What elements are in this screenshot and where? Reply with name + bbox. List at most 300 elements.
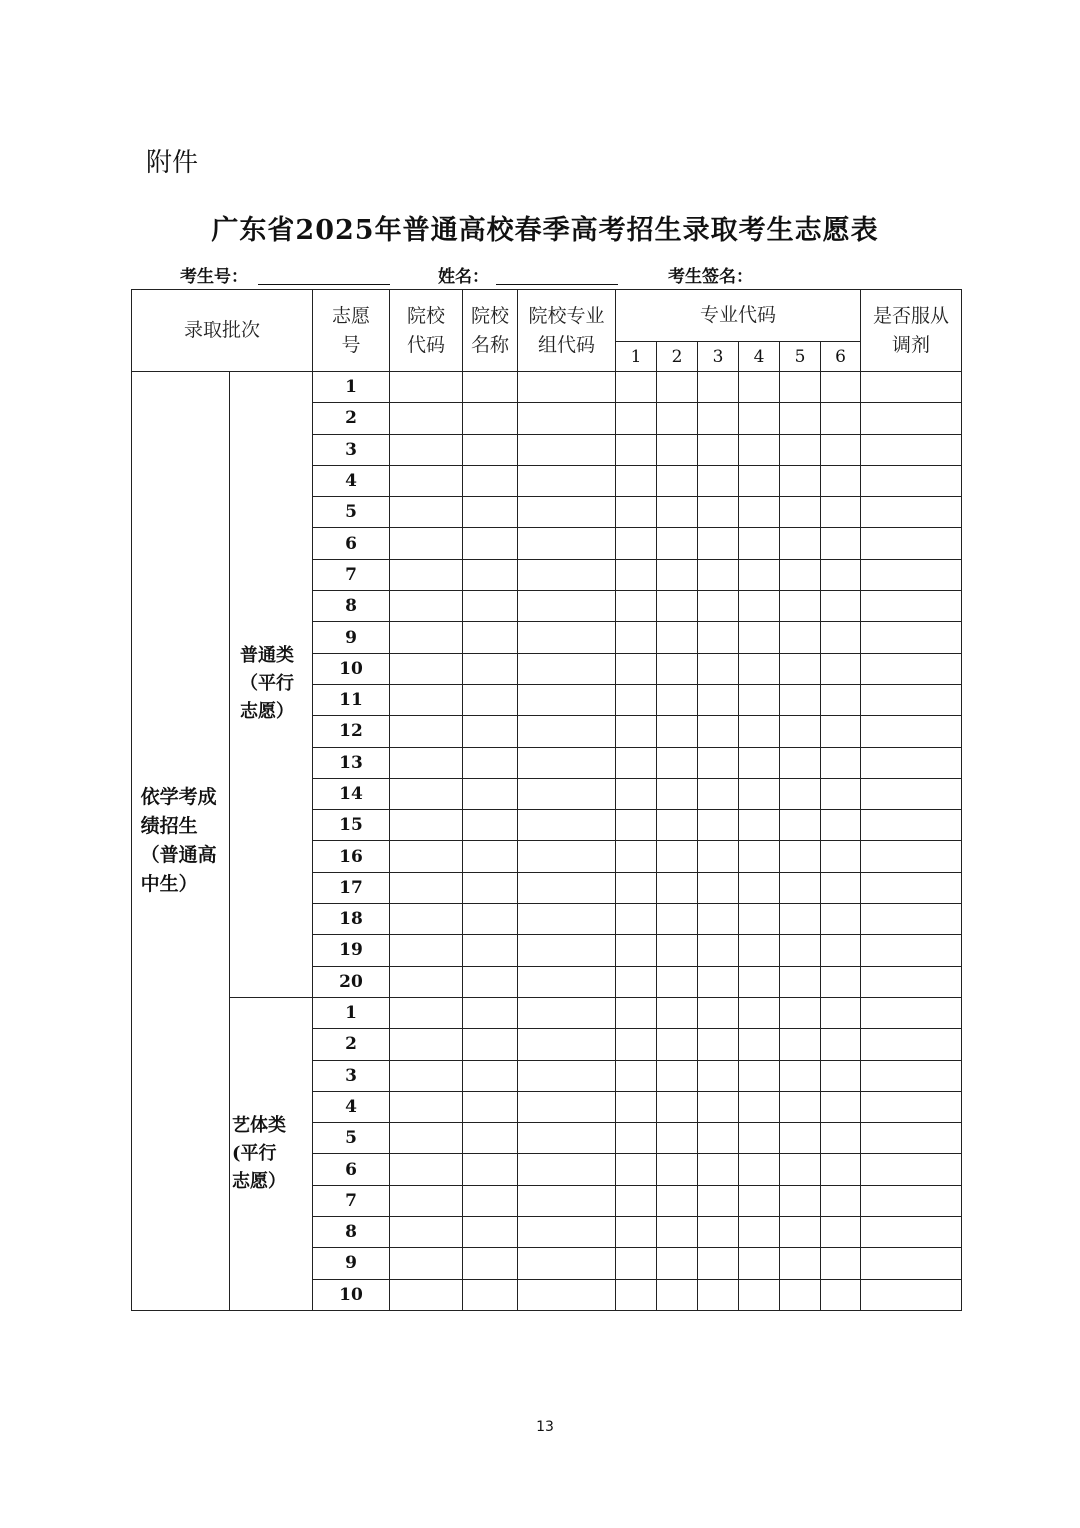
entry-cell[interactable]	[861, 841, 962, 872]
entry-cell[interactable]	[698, 528, 739, 559]
entry-cell[interactable]	[518, 872, 616, 903]
entry-cell[interactable]	[616, 716, 657, 747]
entry-cell[interactable]	[698, 997, 739, 1028]
entry-cell[interactable]	[463, 497, 518, 528]
entry-cell[interactable]	[739, 1248, 780, 1279]
entry-cell[interactable]	[698, 904, 739, 935]
entry-cell[interactable]	[616, 1279, 657, 1310]
entry-cell[interactable]	[518, 684, 616, 715]
entry-cell[interactable]	[390, 997, 463, 1028]
entry-cell[interactable]	[616, 747, 657, 778]
entry-cell[interactable]	[780, 997, 821, 1028]
entry-cell[interactable]	[616, 653, 657, 684]
entry-cell[interactable]	[518, 904, 616, 935]
entry-cell[interactable]	[616, 1060, 657, 1091]
entry-cell[interactable]	[390, 841, 463, 872]
entry-cell[interactable]	[390, 465, 463, 496]
entry-cell[interactable]	[780, 653, 821, 684]
entry-cell[interactable]	[657, 1123, 698, 1154]
entry-cell[interactable]	[657, 528, 698, 559]
entry-cell[interactable]	[390, 935, 463, 966]
entry-cell[interactable]	[821, 1217, 861, 1248]
entry-cell[interactable]	[616, 684, 657, 715]
entry-cell[interactable]	[739, 1029, 780, 1060]
entry-cell[interactable]	[739, 559, 780, 590]
entry-cell[interactable]	[780, 403, 821, 434]
entry-cell[interactable]	[463, 1029, 518, 1060]
entry-cell[interactable]	[698, 1060, 739, 1091]
entry-cell[interactable]	[861, 1217, 962, 1248]
entry-cell[interactable]	[616, 1091, 657, 1122]
entry-cell[interactable]	[657, 1029, 698, 1060]
entry-cell[interactable]	[657, 904, 698, 935]
entry-cell[interactable]	[821, 622, 861, 653]
entry-cell[interactable]	[390, 1154, 463, 1185]
entry-cell[interactable]	[739, 622, 780, 653]
entry-cell[interactable]	[616, 1154, 657, 1185]
entry-cell[interactable]	[616, 778, 657, 809]
entry-cell[interactable]	[616, 1185, 657, 1216]
entry-cell[interactable]	[821, 1185, 861, 1216]
entry-cell[interactable]	[657, 653, 698, 684]
entry-cell[interactable]	[739, 403, 780, 434]
entry-cell[interactable]	[698, 1185, 739, 1216]
entry-cell[interactable]	[616, 966, 657, 997]
entry-cell[interactable]	[861, 1060, 962, 1091]
entry-cell[interactable]	[518, 1029, 616, 1060]
entry-cell[interactable]	[821, 841, 861, 872]
entry-cell[interactable]	[616, 904, 657, 935]
entry-cell[interactable]	[739, 935, 780, 966]
entry-cell[interactable]	[861, 1154, 962, 1185]
entry-cell[interactable]	[698, 1091, 739, 1122]
entry-cell[interactable]	[861, 622, 962, 653]
entry-cell[interactable]	[780, 966, 821, 997]
entry-cell[interactable]	[780, 1060, 821, 1091]
entry-cell[interactable]	[463, 904, 518, 935]
entry-cell[interactable]	[780, 622, 821, 653]
entry-cell[interactable]	[861, 591, 962, 622]
entry-cell[interactable]	[821, 1123, 861, 1154]
entry-cell[interactable]	[821, 465, 861, 496]
entry-cell[interactable]	[739, 465, 780, 496]
entry-cell[interactable]	[739, 778, 780, 809]
entry-cell[interactable]	[698, 810, 739, 841]
entry-cell[interactable]	[616, 559, 657, 590]
entry-cell[interactable]	[739, 966, 780, 997]
entry-cell[interactable]	[518, 1279, 616, 1310]
entry-cell[interactable]	[739, 591, 780, 622]
entry-cell[interactable]	[739, 1217, 780, 1248]
entry-cell[interactable]	[518, 1091, 616, 1122]
entry-cell[interactable]	[821, 810, 861, 841]
entry-cell[interactable]	[616, 1217, 657, 1248]
entry-cell[interactable]	[463, 935, 518, 966]
entry-cell[interactable]	[780, 935, 821, 966]
entry-cell[interactable]	[861, 528, 962, 559]
entry-cell[interactable]	[739, 716, 780, 747]
entry-cell[interactable]	[739, 1185, 780, 1216]
entry-cell[interactable]	[780, 1123, 821, 1154]
entry-cell[interactable]	[390, 1060, 463, 1091]
entry-cell[interactable]	[518, 747, 616, 778]
entry-cell[interactable]	[616, 872, 657, 903]
entry-cell[interactable]	[780, 716, 821, 747]
entry-cell[interactable]	[390, 403, 463, 434]
entry-cell[interactable]	[390, 778, 463, 809]
entry-cell[interactable]	[821, 904, 861, 935]
entry-cell[interactable]	[698, 1279, 739, 1310]
entry-cell[interactable]	[518, 497, 616, 528]
entry-cell[interactable]	[657, 810, 698, 841]
entry-cell[interactable]	[390, 1091, 463, 1122]
entry-cell[interactable]	[739, 997, 780, 1028]
entry-cell[interactable]	[698, 497, 739, 528]
entry-cell[interactable]	[739, 1154, 780, 1185]
entry-cell[interactable]	[780, 872, 821, 903]
entry-cell[interactable]	[698, 1123, 739, 1154]
entry-cell[interactable]	[518, 403, 616, 434]
entry-cell[interactable]	[518, 653, 616, 684]
entry-cell[interactable]	[861, 403, 962, 434]
entry-cell[interactable]	[780, 1154, 821, 1185]
entry-cell[interactable]	[390, 1248, 463, 1279]
entry-cell[interactable]	[821, 997, 861, 1028]
entry-cell[interactable]	[616, 935, 657, 966]
entry-cell[interactable]	[780, 1091, 821, 1122]
entry-cell[interactable]	[463, 872, 518, 903]
entry-cell[interactable]	[861, 434, 962, 465]
entry-cell[interactable]	[518, 997, 616, 1028]
entry-cell[interactable]	[390, 872, 463, 903]
entry-cell[interactable]	[518, 716, 616, 747]
entry-cell[interactable]	[861, 716, 962, 747]
entry-cell[interactable]	[390, 653, 463, 684]
entry-cell[interactable]	[657, 684, 698, 715]
entry-cell[interactable]	[698, 747, 739, 778]
entry-cell[interactable]	[739, 810, 780, 841]
entry-cell[interactable]	[739, 434, 780, 465]
entry-cell[interactable]	[518, 434, 616, 465]
entry-cell[interactable]	[821, 434, 861, 465]
entry-cell[interactable]	[463, 1060, 518, 1091]
entry-cell[interactable]	[739, 872, 780, 903]
entry-cell[interactable]	[780, 684, 821, 715]
entry-cell[interactable]	[861, 1279, 962, 1310]
entry-cell[interactable]	[616, 810, 657, 841]
entry-cell[interactable]	[616, 403, 657, 434]
entry-cell[interactable]	[780, 778, 821, 809]
entry-cell[interactable]	[698, 716, 739, 747]
entry-cell[interactable]	[390, 684, 463, 715]
entry-cell[interactable]	[861, 966, 962, 997]
entry-cell[interactable]	[698, 559, 739, 590]
entry-cell[interactable]	[739, 1123, 780, 1154]
entry-cell[interactable]	[780, 1217, 821, 1248]
entry-cell[interactable]	[657, 747, 698, 778]
entry-cell[interactable]	[463, 1248, 518, 1279]
entry-cell[interactable]	[698, 591, 739, 622]
entry-cell[interactable]	[657, 778, 698, 809]
entry-cell[interactable]	[463, 434, 518, 465]
entry-cell[interactable]	[698, 841, 739, 872]
entry-cell[interactable]	[390, 1217, 463, 1248]
entry-cell[interactable]	[821, 1091, 861, 1122]
entry-cell[interactable]	[657, 1217, 698, 1248]
entry-cell[interactable]	[861, 684, 962, 715]
entry-cell[interactable]	[657, 465, 698, 496]
entry-cell[interactable]	[698, 434, 739, 465]
entry-cell[interactable]	[657, 935, 698, 966]
entry-cell[interactable]	[821, 716, 861, 747]
entry-cell[interactable]	[861, 372, 962, 403]
entry-cell[interactable]	[780, 1185, 821, 1216]
entry-cell[interactable]	[657, 622, 698, 653]
entry-cell[interactable]	[657, 1060, 698, 1091]
entry-cell[interactable]	[390, 810, 463, 841]
entry-cell[interactable]	[780, 1279, 821, 1310]
entry-cell[interactable]	[616, 1029, 657, 1060]
entry-cell[interactable]	[463, 1091, 518, 1122]
entry-cell[interactable]	[518, 559, 616, 590]
entry-cell[interactable]	[616, 622, 657, 653]
entry-cell[interactable]	[821, 747, 861, 778]
entry-cell[interactable]	[861, 904, 962, 935]
entry-cell[interactable]	[657, 716, 698, 747]
entry-cell[interactable]	[821, 528, 861, 559]
entry-cell[interactable]	[821, 966, 861, 997]
entry-cell[interactable]	[780, 1029, 821, 1060]
entry-cell[interactable]	[821, 403, 861, 434]
entry-cell[interactable]	[657, 841, 698, 872]
entry-cell[interactable]	[463, 559, 518, 590]
entry-cell[interactable]	[657, 372, 698, 403]
entry-cell[interactable]	[861, 497, 962, 528]
entry-cell[interactable]	[463, 841, 518, 872]
entry-cell[interactable]	[463, 997, 518, 1028]
entry-cell[interactable]	[739, 372, 780, 403]
entry-cell[interactable]	[821, 872, 861, 903]
entry-cell[interactable]	[390, 528, 463, 559]
entry-cell[interactable]	[698, 1029, 739, 1060]
entry-cell[interactable]	[780, 434, 821, 465]
entry-cell[interactable]	[739, 1060, 780, 1091]
entry-cell[interactable]	[657, 1185, 698, 1216]
entry-cell[interactable]	[861, 778, 962, 809]
entry-cell[interactable]	[518, 935, 616, 966]
entry-cell[interactable]	[463, 966, 518, 997]
entry-cell[interactable]	[463, 372, 518, 403]
entry-cell[interactable]	[698, 1248, 739, 1279]
entry-cell[interactable]	[463, 1154, 518, 1185]
entry-cell[interactable]	[821, 1029, 861, 1060]
entry-cell[interactable]	[616, 528, 657, 559]
entry-cell[interactable]	[518, 622, 616, 653]
entry-cell[interactable]	[861, 465, 962, 496]
entry-cell[interactable]	[698, 622, 739, 653]
entry-cell[interactable]	[657, 997, 698, 1028]
entry-cell[interactable]	[518, 1154, 616, 1185]
entry-cell[interactable]	[390, 622, 463, 653]
entry-cell[interactable]	[518, 528, 616, 559]
entry-cell[interactable]	[657, 403, 698, 434]
entry-cell[interactable]	[698, 465, 739, 496]
entry-cell[interactable]	[657, 497, 698, 528]
entry-cell[interactable]	[390, 716, 463, 747]
entry-cell[interactable]	[861, 810, 962, 841]
entry-cell[interactable]	[616, 591, 657, 622]
entry-cell[interactable]	[821, 653, 861, 684]
entry-cell[interactable]	[616, 372, 657, 403]
entry-cell[interactable]	[861, 559, 962, 590]
entry-cell[interactable]	[463, 684, 518, 715]
entry-cell[interactable]	[463, 403, 518, 434]
entry-cell[interactable]	[698, 872, 739, 903]
entry-cell[interactable]	[861, 1248, 962, 1279]
entry-cell[interactable]	[821, 1279, 861, 1310]
entry-cell[interactable]	[739, 528, 780, 559]
entry-cell[interactable]	[698, 403, 739, 434]
entry-cell[interactable]	[780, 810, 821, 841]
entry-cell[interactable]	[861, 1091, 962, 1122]
entry-cell[interactable]	[390, 966, 463, 997]
entry-cell[interactable]	[518, 1123, 616, 1154]
entry-cell[interactable]	[821, 1248, 861, 1279]
entry-cell[interactable]	[657, 1248, 698, 1279]
entry-cell[interactable]	[616, 1248, 657, 1279]
entry-cell[interactable]	[463, 1185, 518, 1216]
entry-cell[interactable]	[698, 778, 739, 809]
entry-cell[interactable]	[518, 591, 616, 622]
entry-cell[interactable]	[390, 904, 463, 935]
entry-cell[interactable]	[780, 559, 821, 590]
entry-cell[interactable]	[463, 810, 518, 841]
entry-cell[interactable]	[616, 1123, 657, 1154]
entry-cell[interactable]	[463, 528, 518, 559]
entry-cell[interactable]	[739, 497, 780, 528]
entry-cell[interactable]	[518, 810, 616, 841]
entry-cell[interactable]	[698, 935, 739, 966]
entry-cell[interactable]	[463, 591, 518, 622]
entry-cell[interactable]	[616, 841, 657, 872]
entry-cell[interactable]	[657, 1154, 698, 1185]
entry-cell[interactable]	[861, 997, 962, 1028]
entry-cell[interactable]	[518, 372, 616, 403]
entry-cell[interactable]	[780, 747, 821, 778]
entry-cell[interactable]	[463, 1123, 518, 1154]
entry-cell[interactable]	[390, 497, 463, 528]
name-field[interactable]	[496, 284, 618, 285]
entry-cell[interactable]	[390, 591, 463, 622]
entry-cell[interactable]	[861, 935, 962, 966]
entry-cell[interactable]	[780, 372, 821, 403]
entry-cell[interactable]	[518, 465, 616, 496]
entry-cell[interactable]	[821, 1060, 861, 1091]
entry-cell[interactable]	[698, 653, 739, 684]
entry-cell[interactable]	[698, 1154, 739, 1185]
entry-cell[interactable]	[821, 559, 861, 590]
entry-cell[interactable]	[739, 684, 780, 715]
entry-cell[interactable]	[390, 1029, 463, 1060]
entry-cell[interactable]	[657, 872, 698, 903]
entry-cell[interactable]	[616, 997, 657, 1028]
entry-cell[interactable]	[821, 372, 861, 403]
entry-cell[interactable]	[780, 465, 821, 496]
entry-cell[interactable]	[780, 1248, 821, 1279]
entry-cell[interactable]	[463, 622, 518, 653]
entry-cell[interactable]	[861, 1029, 962, 1060]
entry-cell[interactable]	[390, 1123, 463, 1154]
entry-cell[interactable]	[463, 1217, 518, 1248]
entry-cell[interactable]	[518, 1185, 616, 1216]
entry-cell[interactable]	[821, 497, 861, 528]
entry-cell[interactable]	[518, 1248, 616, 1279]
entry-cell[interactable]	[518, 778, 616, 809]
entry-cell[interactable]	[739, 747, 780, 778]
entry-cell[interactable]	[616, 497, 657, 528]
entry-cell[interactable]	[739, 1091, 780, 1122]
entry-cell[interactable]	[390, 747, 463, 778]
entry-cell[interactable]	[390, 1279, 463, 1310]
entry-cell[interactable]	[463, 653, 518, 684]
entry-cell[interactable]	[390, 559, 463, 590]
entry-cell[interactable]	[861, 747, 962, 778]
entry-cell[interactable]	[616, 465, 657, 496]
entry-cell[interactable]	[821, 1154, 861, 1185]
entry-cell[interactable]	[821, 684, 861, 715]
entry-cell[interactable]	[861, 653, 962, 684]
entry-cell[interactable]	[739, 841, 780, 872]
entry-cell[interactable]	[821, 935, 861, 966]
entry-cell[interactable]	[861, 1185, 962, 1216]
entry-cell[interactable]	[821, 591, 861, 622]
entry-cell[interactable]	[698, 684, 739, 715]
entry-cell[interactable]	[698, 1217, 739, 1248]
entry-cell[interactable]	[390, 372, 463, 403]
entry-cell[interactable]	[780, 528, 821, 559]
entry-cell[interactable]	[861, 872, 962, 903]
entry-cell[interactable]	[518, 1060, 616, 1091]
entry-cell[interactable]	[518, 841, 616, 872]
entry-cell[interactable]	[657, 1279, 698, 1310]
entry-cell[interactable]	[657, 1091, 698, 1122]
entry-cell[interactable]	[739, 904, 780, 935]
entry-cell[interactable]	[698, 966, 739, 997]
entry-cell[interactable]	[518, 1217, 616, 1248]
entry-cell[interactable]	[463, 716, 518, 747]
exam-number-field[interactable]	[258, 284, 390, 285]
entry-cell[interactable]	[821, 778, 861, 809]
entry-cell[interactable]	[657, 966, 698, 997]
entry-cell[interactable]	[657, 591, 698, 622]
entry-cell[interactable]	[463, 778, 518, 809]
entry-cell[interactable]	[390, 1185, 463, 1216]
entry-cell[interactable]	[657, 434, 698, 465]
entry-cell[interactable]	[698, 372, 739, 403]
entry-cell[interactable]	[780, 497, 821, 528]
entry-cell[interactable]	[861, 1123, 962, 1154]
entry-cell[interactable]	[780, 904, 821, 935]
entry-cell[interactable]	[780, 591, 821, 622]
entry-cell[interactable]	[390, 434, 463, 465]
entry-cell[interactable]	[657, 559, 698, 590]
entry-cell[interactable]	[616, 434, 657, 465]
entry-cell[interactable]	[463, 747, 518, 778]
entry-cell[interactable]	[739, 1279, 780, 1310]
entry-cell[interactable]	[780, 841, 821, 872]
entry-cell[interactable]	[518, 966, 616, 997]
entry-cell[interactable]	[739, 653, 780, 684]
